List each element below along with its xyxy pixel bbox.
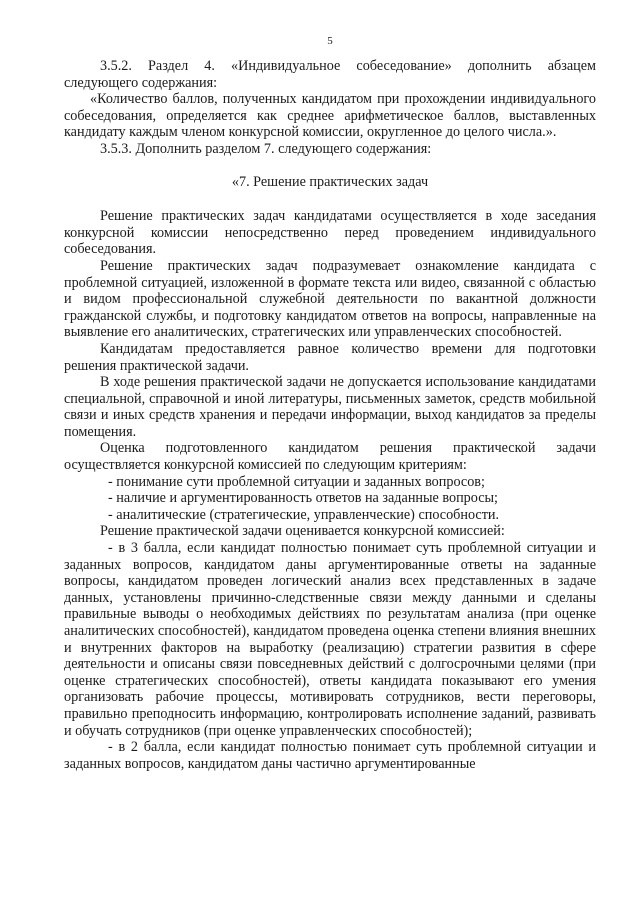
section-heading: «7. Решение практических задач — [231, 173, 429, 190]
amendment-paragraph-1: 3.5.2. Раздел 4. «Индивидуальное собеседование» дополнить абзацем следующего содержания: — [64, 58, 596, 91]
body-paragraph: Решение практических задач подразумевает ознакомление кандидата с проблемной ситуацией, изложенной в формате текста или видео, связанной с областью и видом профессиональной служебной деятельности по вакантной должности гражданской службы, и подготовку кандидатом ответов на вопросы, направленные на выявление его аналитических, стратегических или управленческих способностей. — [64, 257, 596, 341]
scoring-item: - в 3 балла, если кандидат полностью понимает суть проблемной ситуации и заданных вопросов, кандидатом даны аргументированные ответы на заданные вопросы, кандидатом проведен логический анализ всех представленных в задаче данных, установлены причинно-следственные связи между данными и сделаны правильные выводы о необходимых действиях по результатам анализа (при оценке аналитических способностей), кандидатом проведена оценка степени влияния внешних и внутренних факторов на выработку (реализацию) стратегии развития в сфере деятельности и описаны связи повседневных действий с долгосрочными целями (при оценке стратегических способностей), ответы кандидата показывают его умения организовать рабочие процессы, мотивировать сотрудников, вести переговоры, правильно преподносить информацию, контролировать исполнение заданий, развивать и обучать сотрудников (при оценке управленческих способностей); — [64, 540, 596, 739]
scoring-intro: Решение практической задачи оценивается конкурсной комиссией: — [100, 523, 505, 540]
criteria-item: - понимание сути проблемной ситуации и заданных вопросов; — [108, 473, 485, 490]
body-paragraph: Кандидатам предоставляется равное количество времени для подготовки решения практической задачи. — [64, 340, 596, 374]
body-paragraph: Оценка подготовленного кандидатом решения практической задачи осуществляется конкурсной комиссией по следующим критериям: — [64, 440, 596, 474]
criteria-item: - наличие и аргументированность ответов на заданные вопросы; — [108, 490, 498, 507]
body-paragraph: Решение практических задач кандидатами осуществляется в ходе заседания конкурсной комиссии непосредственно перед проведением индивидуального собеседования. — [64, 208, 596, 258]
page-number: 5 — [327, 35, 333, 47]
body-paragraph: В ходе решения практической задачи не допускается использование кандидатами специальной, справочной и иной литературы, письменных заметок, средств мобильной связи и иных средств хранения и передачи информации, выход кандидатов за пределы помещения. — [64, 374, 596, 440]
amendment-quote: «Количество баллов, полученных кандидатом при прохождении индивидуального собеседования, определяется как среднее арифметическое баллов, выставленных кандидату каждым членом конкурсной комиссии, округленное до целого числа.». — [64, 91, 596, 141]
scoring-item: - в 2 балла, если кандидат полностью понимает суть проблемной ситуации и заданных вопросов, кандидатом даны частично аргументированные — [64, 739, 596, 772]
amendment-paragraph-2: 3.5.3. Дополнить разделом 7. следующего содержания: — [100, 140, 432, 157]
criteria-item: - аналитические (стратегические, управленческие) способности. — [108, 506, 500, 523]
